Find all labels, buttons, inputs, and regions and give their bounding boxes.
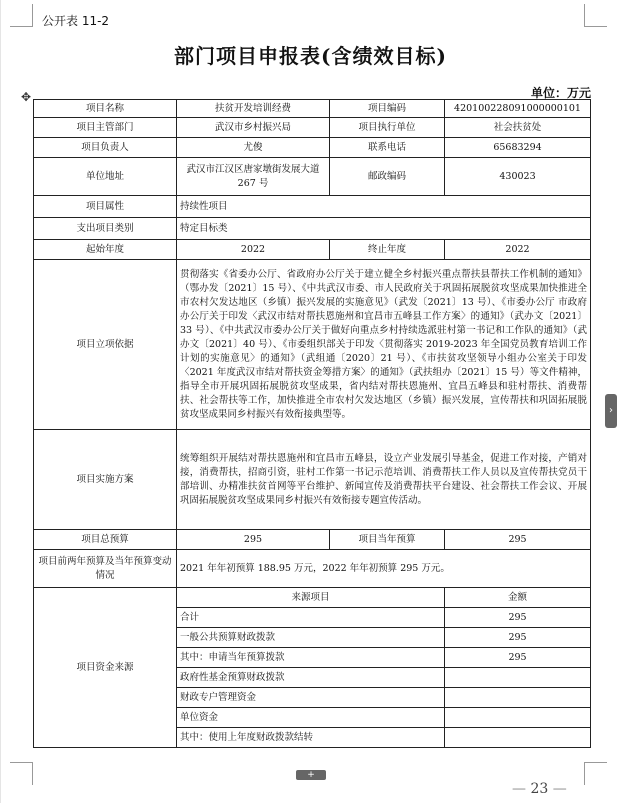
crop-mark: [10, 762, 33, 785]
funding-source: 一般公共预算财政拨款: [177, 628, 445, 648]
funding-amount: 295: [445, 628, 591, 648]
plus-icon[interactable]: +: [296, 770, 326, 780]
table-row: [34, 240, 591, 260]
cell-label: 项目当年预算: [330, 530, 445, 550]
move-arrows-icon[interactable]: ✥: [21, 90, 32, 104]
cell-label: 项目主管部门: [34, 118, 177, 138]
cell-label: 项目属性: [34, 196, 177, 218]
cell-value: 295: [177, 530, 330, 550]
cell-value: 特定目标类: [177, 218, 591, 240]
funding-amount: [445, 728, 591, 748]
table-row: [34, 100, 591, 118]
page-title: 部门项目申报表(含绩效目标): [174, 44, 447, 68]
funding-amount: [445, 668, 591, 688]
cell-label: 单位地址: [34, 158, 177, 196]
cell-value: 持续性项目: [177, 196, 591, 218]
table-row: [34, 218, 591, 240]
funding-source: 其中：使用上年度财政拨款结转: [177, 728, 445, 748]
expand-side-tab[interactable]: [605, 394, 617, 428]
cell-value: 420100228091000000101: [445, 100, 591, 118]
unit-label: 单位：万元: [530, 86, 591, 100]
cell-label: 项目负责人: [34, 138, 177, 158]
cell-value: 2021 年年初预算 188.95 万元，2022 年年初预算 295 万元。: [177, 550, 591, 588]
cell-label: 项目实施方案: [34, 430, 177, 530]
form-id: 公开表 11-2: [42, 14, 110, 28]
funding-amount: [445, 688, 591, 708]
cell-label: 项目资金来源: [34, 588, 177, 748]
table-row: [34, 530, 591, 550]
basis-text: 贯彻落实《省委办公厅、省政府办公厅关于建立健全乡村振兴重点帮扶县帮扶工作机制的通知》（鄂办发〔2021〕15 号）、《中共武汉市委、市人民政府关于巩固拓展脱贫攻坚成果加快推进全市农村欠发达地区（乡镇）振兴发展的实施意见》（武发〔2021〕13 号）、《市委办公厅 市政府办公厅关于印发〈武汉市结对帮扶恩施州和宜昌市五峰县工作方案〉的通知》（武办文〔2021〕33 号）、《中共武汉市委办公厅关于做好向重点乡村持续选派驻村第一书记和工作队的通知》（武办文〔2021〕40 号）、《市委组织部关于印发〈贯彻落实 2019-2023 年全国党员教育培训工作计划的实施意见〉的通知》（武组通〔2020〕21 号）、《市扶贫攻坚领导小组办公室关于印发〈2021 年度武汉市结对帮扶资金筹措方案〉的通知》（武扶组办〔2021〕15 号）等文件精神，指导全市开展巩固拓展脱贫攻坚成果，省内结对帮扶恩施州、宜昌五峰县和驻村帮扶、消费帮扶、社会帮扶等工作，加快推进全市农村欠发达地区（乡镇）振兴发展，宣传帮扶和巩固拓展脱贫攻坚成果同乡村振兴有效衔接典型等。: [177, 260, 591, 430]
cell-value: 65683294: [445, 138, 591, 158]
cell-label: 项目名称: [34, 100, 177, 118]
page-number: — 23 —: [512, 781, 567, 797]
cell-value: 2022: [445, 240, 591, 260]
table-row: [34, 588, 591, 608]
crop-mark: [584, 762, 607, 785]
cell-value: 武汉市江汉区唐家墩街发展大道 267 号: [177, 158, 330, 196]
table-row: [34, 158, 591, 196]
funding-header-amount: 金额: [445, 588, 591, 608]
table-row: [34, 138, 591, 158]
table-row: [34, 260, 591, 430]
cell-value: 295: [445, 530, 591, 550]
cell-value: 430023: [445, 158, 591, 196]
funding-amount: 295: [445, 608, 591, 628]
cell-label: 项目执行单位: [330, 118, 445, 138]
cell-value: 2022: [177, 240, 330, 260]
cell-label: 支出项目类别: [34, 218, 177, 240]
crop-mark: [584, 4, 607, 27]
cell-value: 社会扶贫处: [445, 118, 591, 138]
cell-label: 项目前两年预算及当年预算变动情况: [34, 550, 177, 588]
funding-source: 合计: [177, 608, 445, 628]
cell-label: 联系电话: [330, 138, 445, 158]
cell-label: 项目总预算: [34, 530, 177, 550]
funding-source: 其中：申请当年预算拨款: [177, 648, 445, 668]
cell-label: 终止年度: [330, 240, 445, 260]
project-form-table: [33, 99, 591, 748]
funding-header-source: 来源项目: [177, 588, 445, 608]
table-row: [34, 430, 591, 530]
cell-value: 尤俊: [177, 138, 330, 158]
cell-value: 武汉市乡村振兴局: [177, 118, 330, 138]
table-row: [34, 118, 591, 138]
cell-label: 起始年度: [34, 240, 177, 260]
funding-source: 单位资金: [177, 708, 445, 728]
funding-amount: 295: [445, 648, 591, 668]
chevron-right-icon: ›: [609, 405, 613, 416]
cell-label: 邮政编码: [330, 158, 445, 196]
cell-value: 扶贫开发培训经费: [177, 100, 330, 118]
funding-source: 财政专户管理资金: [177, 688, 445, 708]
funding-amount: [445, 708, 591, 728]
page-number-value: 23: [530, 781, 549, 797]
cell-label: 项目立项依据: [34, 260, 177, 430]
table-row: [34, 550, 591, 588]
crop-mark: [10, 4, 33, 27]
funding-source: 政府性基金预算财政拨款: [177, 668, 445, 688]
plan-text: 统筹组织开展结对帮扶恩施州和宜昌市五峰县，设立产业发展引导基金，促进工作对接，产销对接，消费帮扶，招商引资，驻村工作第一书记示范培训、消费帮扶工作人员以及宣传帮扶党员干部培训、办精准扶贫首网等平台维护、新闻宣传及消费帮扶平台建设、社会帮扶工作会议、开展巩固拓展脱贫攻坚成果同乡村振兴有效衔接专题宣传活动。: [177, 430, 591, 530]
table-row: [34, 196, 591, 218]
cell-label: 项目编码: [330, 100, 445, 118]
